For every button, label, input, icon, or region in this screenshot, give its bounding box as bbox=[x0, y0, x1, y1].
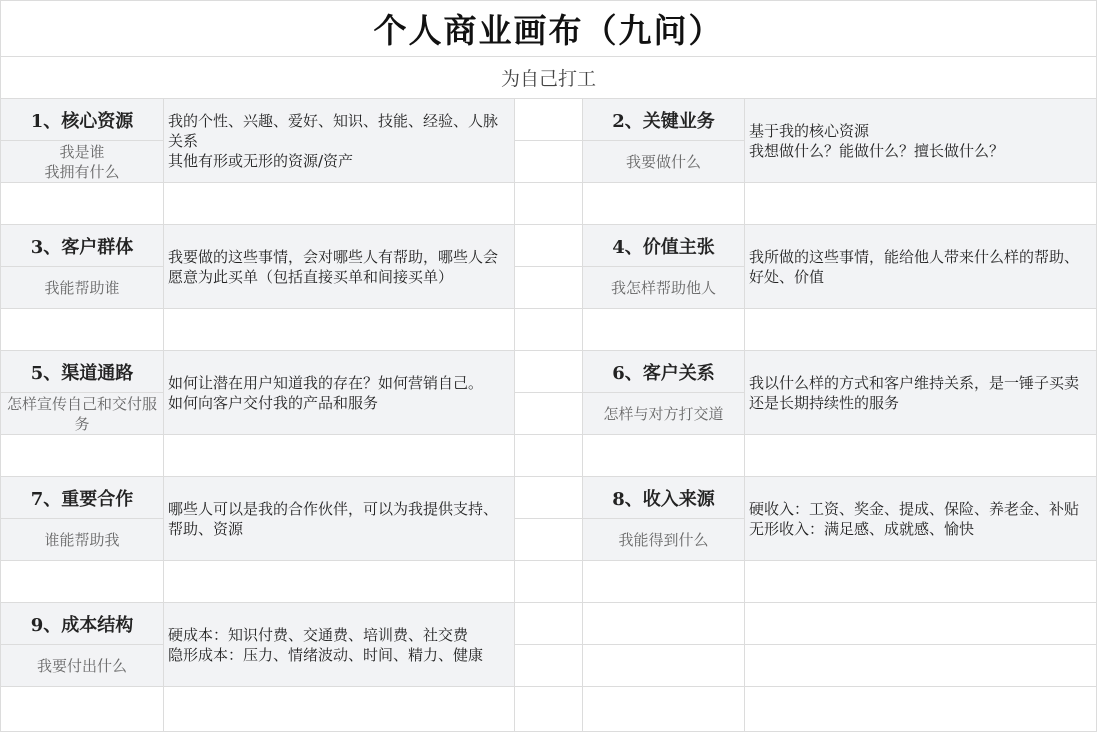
spacer-cell bbox=[745, 435, 1097, 477]
spacer-cell bbox=[0, 687, 164, 732]
block-heading: 7、重要合作 bbox=[0, 477, 164, 519]
spacer-cell bbox=[515, 309, 583, 351]
spacer-cell bbox=[164, 687, 515, 732]
separator-cell bbox=[515, 141, 583, 183]
separator-cell bbox=[515, 603, 583, 645]
description-line: 我要做的这些事情，会对哪些人有帮助，哪些人会愿意为此买单（包括直接买单和间接买单） bbox=[168, 247, 499, 286]
spacer-cell bbox=[745, 561, 1097, 603]
block-heading: 2、关键业务 bbox=[583, 99, 745, 141]
description-line: 无形收入：满足感、成就感、愉快 bbox=[749, 519, 975, 538]
block-description bbox=[164, 99, 515, 183]
block-description bbox=[164, 351, 515, 435]
description-line: 硬收入：工资、奖金、提成、保险、养老金、补贴 bbox=[749, 499, 1080, 518]
spacer-cell bbox=[0, 435, 164, 477]
description-line: 硬成本：知识付费、交通费、培训费、社交费 bbox=[168, 625, 469, 644]
block-description bbox=[745, 351, 1097, 435]
spacer-cell bbox=[0, 561, 164, 603]
spacer-cell bbox=[164, 309, 515, 351]
spacer-cell bbox=[515, 561, 583, 603]
block-question: 怎样与对方打交道 bbox=[583, 393, 745, 435]
spacer-cell bbox=[745, 687, 1097, 732]
separator-cell bbox=[515, 477, 583, 519]
description-line: 如何让潜在用户知道我的存在？如何营销自己。 bbox=[168, 373, 484, 392]
spacer-cell bbox=[583, 309, 745, 351]
description-line: 我所做的这些事情，能给他人带来什么样的帮助、好处、价值 bbox=[749, 247, 1080, 286]
separator-cell bbox=[515, 267, 583, 309]
empty-cell bbox=[745, 603, 1097, 645]
spacer-cell bbox=[515, 183, 583, 225]
block-heading: 8、收入来源 bbox=[583, 477, 745, 519]
block-heading: 3、客户群体 bbox=[0, 225, 164, 267]
separator-cell bbox=[515, 519, 583, 561]
spacer-cell bbox=[583, 435, 745, 477]
description-line: 我的个性、兴趣、爱好、知识、技能、经验、人脉关系 bbox=[168, 111, 499, 150]
spacer-cell bbox=[164, 435, 515, 477]
spacer-cell bbox=[583, 183, 745, 225]
block-description bbox=[164, 603, 515, 687]
block-description bbox=[745, 477, 1097, 561]
page-title: 个人商业画布（九问） bbox=[0, 0, 1097, 57]
description-line: 其他有形或无形的资源/资产 bbox=[168, 151, 354, 170]
block-description bbox=[164, 477, 515, 561]
spacer-cell bbox=[0, 183, 164, 225]
block-question: 我能得到什么 bbox=[583, 519, 745, 561]
empty-cell bbox=[583, 645, 745, 687]
empty-cell bbox=[583, 603, 745, 645]
separator-cell bbox=[515, 225, 583, 267]
description-line: 我以什么样的方式和客户维持关系，是一锤子买卖还是长期持续性的服务 bbox=[749, 373, 1080, 412]
block-heading: 1、核心资源 bbox=[0, 99, 164, 141]
block-question: 我要付出什么 bbox=[0, 645, 164, 687]
separator-cell bbox=[515, 351, 583, 393]
block-question: 我怎样帮助他人 bbox=[583, 267, 745, 309]
spacer-cell bbox=[164, 561, 515, 603]
block-heading: 9、成本结构 bbox=[0, 603, 164, 645]
spacer-cell bbox=[515, 687, 583, 732]
spacer-cell bbox=[745, 183, 1097, 225]
block-description bbox=[164, 225, 515, 309]
description-line: 如何向客户交付我的产品和服务 bbox=[168, 393, 379, 412]
spacer-cell bbox=[583, 687, 745, 732]
empty-cell bbox=[745, 645, 1097, 687]
block-question: 怎样宣传自己和交付服务 bbox=[0, 393, 164, 435]
separator-cell bbox=[515, 393, 583, 435]
description-line: 我想做什么？能做什么？擅长做什么？ bbox=[749, 141, 1005, 160]
block-question: 我能帮助谁 bbox=[0, 267, 164, 309]
description-line: 哪些人可以是我的合作伙伴，可以为我提供支持、帮助、资源 bbox=[168, 499, 499, 538]
block-question: 我要做什么 bbox=[583, 141, 745, 183]
separator-cell bbox=[515, 99, 583, 141]
description-line: 隐形成本：压力、情绪波动、时间、精力、健康 bbox=[168, 645, 484, 664]
description-line: 基于我的核心资源 bbox=[749, 121, 870, 140]
page-subtitle: 为自己打工 bbox=[0, 57, 1097, 99]
block-description bbox=[745, 99, 1097, 183]
spacer-cell bbox=[164, 183, 515, 225]
spacer-cell bbox=[0, 309, 164, 351]
spacer-cell bbox=[583, 561, 745, 603]
block-description bbox=[745, 225, 1097, 309]
block-heading: 6、客户关系 bbox=[583, 351, 745, 393]
block-question: 谁能帮助我 bbox=[0, 519, 164, 561]
spacer-cell bbox=[515, 435, 583, 477]
block-heading: 4、价值主张 bbox=[583, 225, 745, 267]
spacer-cell bbox=[745, 309, 1097, 351]
block-question: 我是谁 我拥有什么 bbox=[0, 141, 164, 183]
separator-cell bbox=[515, 645, 583, 687]
block-heading: 5、渠道通路 bbox=[0, 351, 164, 393]
